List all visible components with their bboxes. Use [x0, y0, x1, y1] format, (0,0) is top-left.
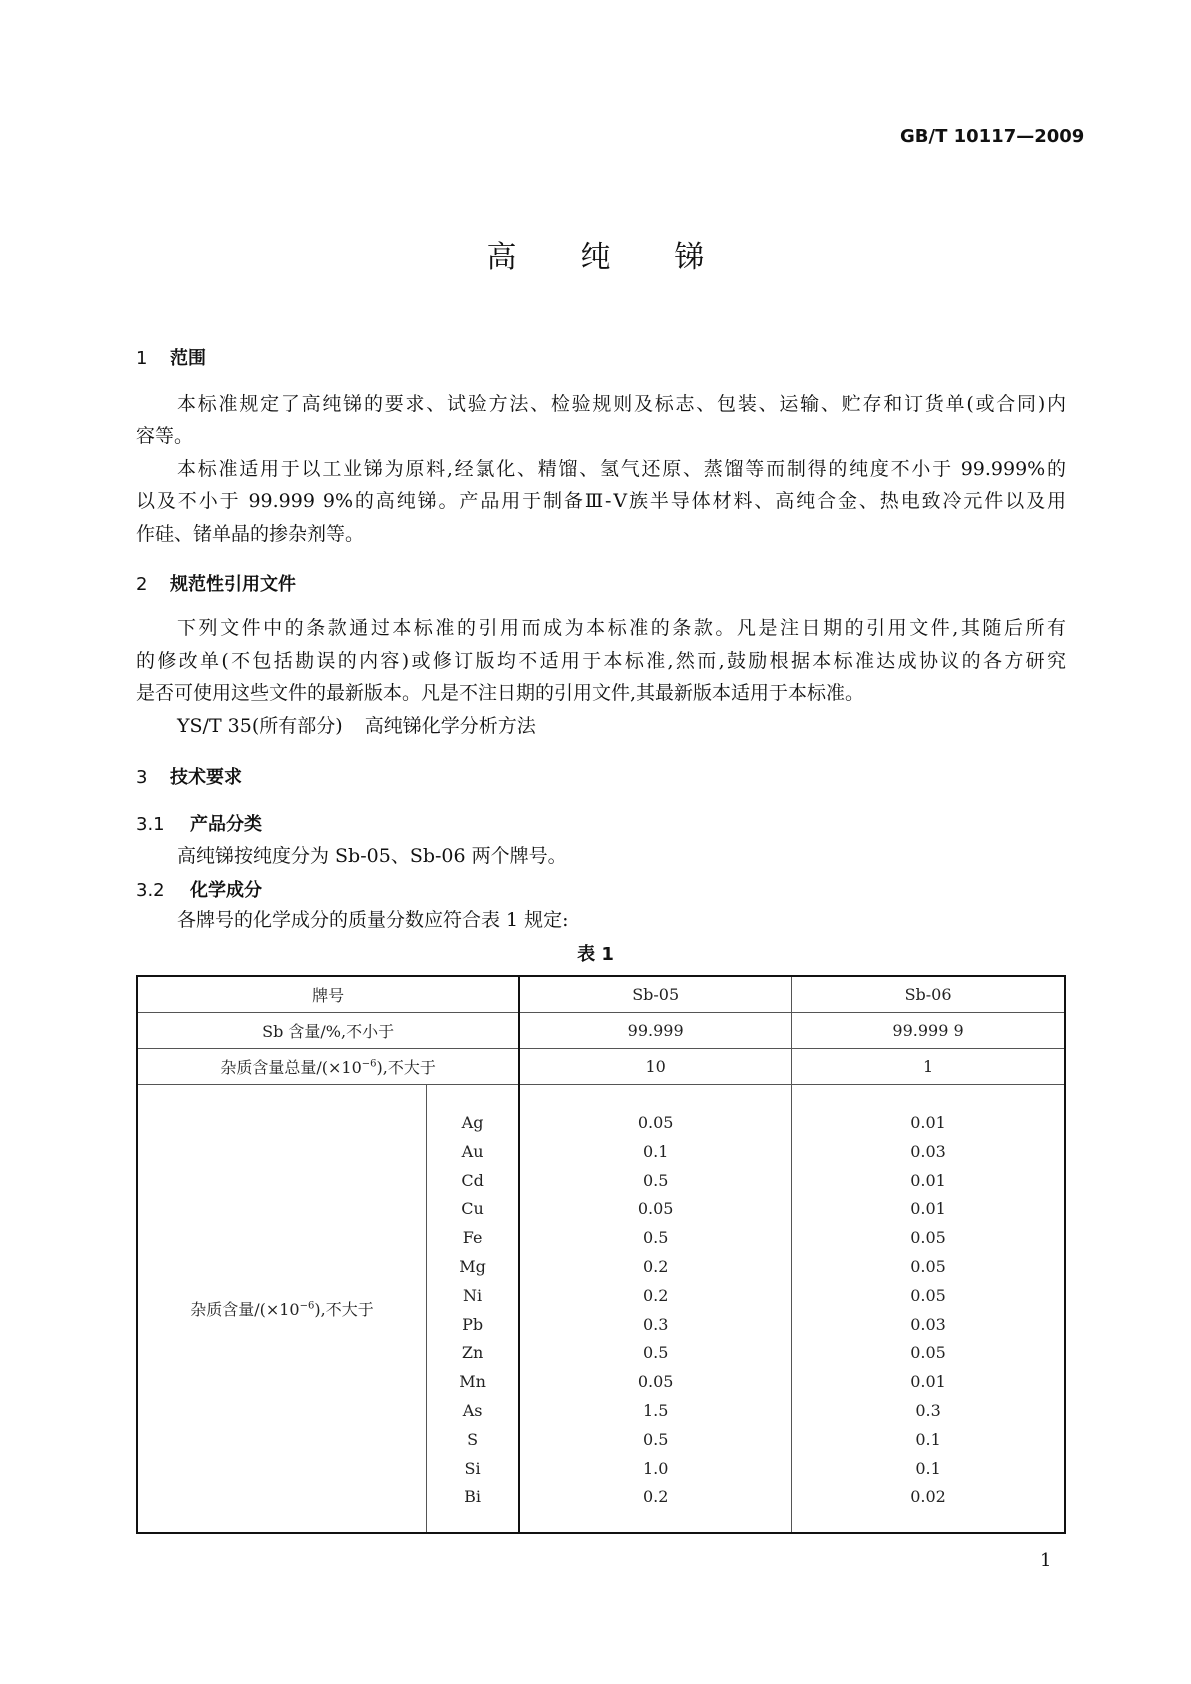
label-text: 杂质含量总量/(×10 [220, 1058, 362, 1077]
sb05-value: 0.5 [642, 1170, 669, 1190]
sb05-value: 0.05 [637, 1199, 674, 1219]
header-grade: 牌号 [137, 976, 519, 1013]
header-sb06: Sb-06 [792, 976, 1065, 1013]
element: S [467, 1429, 479, 1449]
element: Fe [462, 1228, 483, 1248]
sb06-value: 0.05 [910, 1285, 946, 1305]
row-label [137, 1085, 426, 1534]
section-title: 化学成分 [190, 880, 262, 901]
section-number: 3.1 [136, 814, 165, 835]
section-1-heading [136, 344, 206, 370]
table-row [137, 1013, 1065, 1049]
element: Ni [463, 1285, 483, 1305]
element: As [462, 1400, 483, 1420]
element: Cu [461, 1199, 484, 1219]
table-row [137, 1049, 1065, 1085]
element: Bi [464, 1487, 482, 1507]
sb05-value: 0.3 [642, 1314, 669, 1334]
section-number: 1 [136, 348, 148, 369]
sb05-value: 1.5 [642, 1400, 669, 1420]
sb05-value: 0.05 [637, 1113, 674, 1132]
sb06-value: 0.05 [910, 1228, 946, 1248]
sb06-value: 0.05 [910, 1343, 946, 1363]
sb05-value: 0.1 [642, 1141, 669, 1161]
section-number: 3.2 [136, 880, 165, 901]
page-number: 1 [1040, 1550, 1052, 1571]
section-3-1-heading [136, 810, 262, 836]
exponent: −6 [299, 1300, 315, 1312]
sb05-value: 0.5 [642, 1228, 669, 1248]
element: Zn [461, 1343, 484, 1363]
element: Ag [461, 1113, 484, 1132]
sb06-column [792, 1085, 1065, 1534]
reference-title: 高纯锑化学分析方法 [364, 715, 536, 737]
sb05-value: 0.2 [642, 1285, 669, 1305]
reference-code: YS/T 35(所有部分) [177, 715, 343, 737]
element: Mg [459, 1256, 486, 1276]
cell: 99.999 [519, 1013, 791, 1049]
section-title: 范围 [170, 348, 206, 369]
cell: 99.999 9 [792, 1013, 1065, 1049]
sb06-value: 0.02 [910, 1487, 946, 1507]
sb06-value: 0.05 [910, 1256, 946, 1276]
paragraph-line: 以及不小于 99.999 9%的高纯锑。产品用于制备Ⅲ-Ⅴ族半导体材料、高纯合金、热电致冷元件以及用 [136, 490, 1066, 512]
page-title: 高纯锑 [486, 240, 769, 275]
section-3-2-heading [136, 876, 262, 902]
sb06-value: 0.1 [915, 1429, 941, 1449]
normative-reference [177, 713, 536, 739]
sb05-value: 0.5 [642, 1429, 669, 1449]
paragraph-line: 容等。 [136, 425, 194, 447]
sb06-value: 0.03 [910, 1141, 946, 1161]
sb05-value: 0.2 [642, 1256, 669, 1276]
row-label: Sb 含量/%,不小于 [137, 1013, 519, 1049]
section-2-heading [136, 570, 296, 596]
sb05-value: 0.5 [642, 1343, 669, 1363]
sb05-column [519, 1085, 791, 1534]
section-title: 技术要求 [170, 767, 242, 788]
sb05-value: 0.05 [637, 1372, 674, 1392]
sb06-value: 0.3 [915, 1400, 941, 1420]
sb05-value: 0.2 [642, 1487, 669, 1507]
document-number: GB/T 10117—2009 [900, 126, 1085, 147]
element: Pb [462, 1314, 484, 1334]
label-suffix: ),不大于 [376, 1058, 436, 1077]
paragraph-line: 是否可使用这些文件的最新版本。凡是不注日期的引用文件,其最新版本适用于本标准。 [136, 682, 865, 704]
element: Au [461, 1141, 484, 1161]
section-number: 3 [136, 767, 148, 788]
section-number: 2 [136, 574, 148, 595]
paragraph-line: 高纯锑按纯度分为 Sb-05、Sb-06 两个牌号。 [177, 845, 567, 867]
paragraph-line: 各牌号的化学成分的质量分数应符合表 1 规定: [177, 909, 569, 931]
cell: 10 [519, 1049, 791, 1085]
sb06-value: 0.01 [910, 1113, 946, 1132]
header-sb05: Sb-05 [519, 976, 791, 1013]
section-title: 产品分类 [190, 814, 262, 835]
paragraph-line: 本标准适用于以工业锑为原料,经氯化、精馏、氢气还原、蒸馏等而制得的纯度不小于 99.999%的 [177, 458, 1066, 480]
element: Cd [461, 1170, 484, 1190]
element: Si [464, 1458, 481, 1478]
section-3-heading [136, 763, 242, 789]
sb06-value: 0.01 [910, 1170, 946, 1190]
chemical-composition-table [136, 975, 1066, 1534]
sb06-value: 0.01 [910, 1199, 946, 1219]
paragraph-line: 本标准规定了高纯锑的要求、试验方法、检验规则及标志、包装、运输、贮存和订货单(或合同)内 [177, 393, 1066, 415]
table-header-row [137, 976, 1065, 1013]
paragraph-line: 的修改单(不包括勘误的内容)或修订版均不适用于本标准,然而,鼓励根据本标准达成协议的各方研究 [136, 650, 1066, 672]
impurity-row [137, 1085, 1065, 1534]
sb06-value: 0.01 [910, 1372, 946, 1392]
label-text: 杂质含量/(×10 [190, 1300, 300, 1320]
paragraph-line: 下列文件中的条款通过本标准的引用而成为本标准的条款。凡是注日期的引用文件,其随后所有 [177, 617, 1066, 639]
sb06-value: 0.1 [915, 1458, 941, 1478]
table-caption: 表 1 [577, 944, 614, 965]
element-column [426, 1085, 519, 1534]
element: Mn [459, 1372, 486, 1392]
label-suffix: ),不大于 [314, 1300, 374, 1320]
cell: 1 [792, 1049, 1065, 1085]
sb05-value: 1.0 [642, 1458, 669, 1478]
sb06-value: 0.03 [910, 1314, 946, 1334]
row-label [137, 1049, 519, 1085]
exponent: −6 [361, 1058, 377, 1070]
paragraph-line: 作硅、锗单晶的掺杂剂等。 [136, 523, 365, 545]
section-title: 规范性引用文件 [170, 574, 296, 595]
